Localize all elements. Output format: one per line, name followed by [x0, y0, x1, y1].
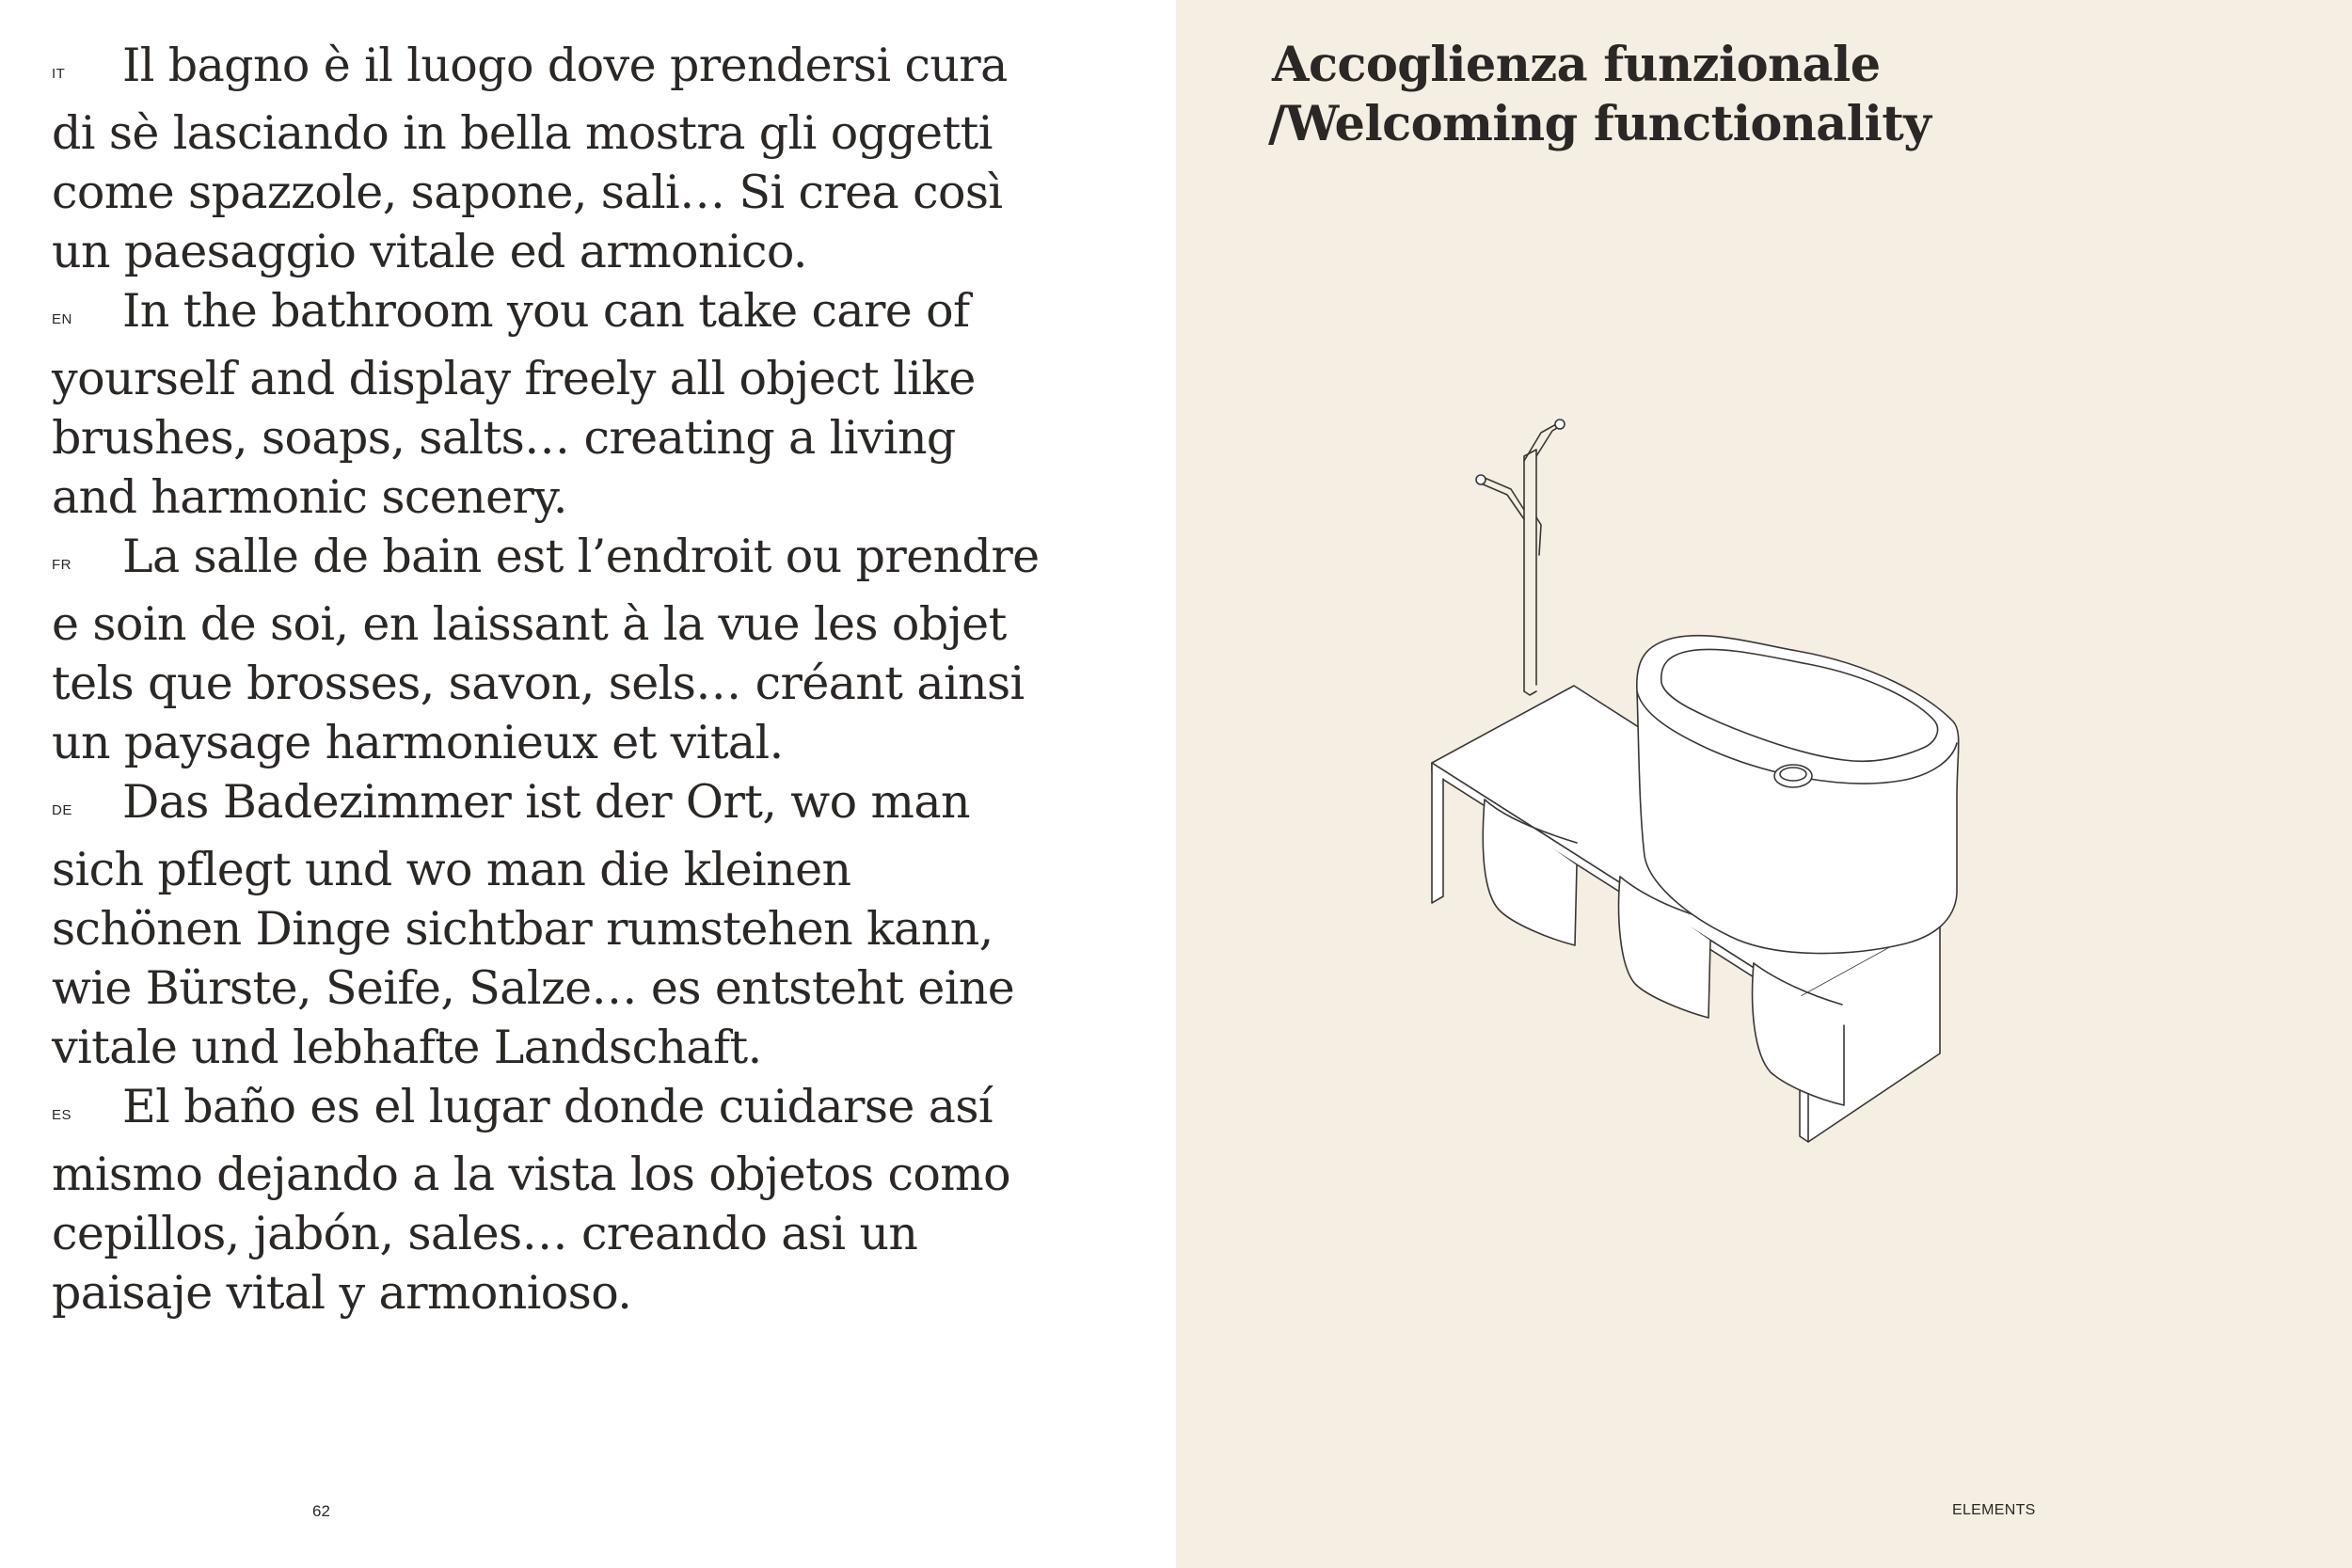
lang-tag-de: DE: [52, 802, 72, 818]
washbasin-unit-illustration: [1402, 404, 2023, 1157]
paragraph-de-text: Das Badezimmer ist der Ort, wo man sich pflegt und wo man die kleinen schönen Dinge sichtbar rumstehen kann, wie Bürste, Seife, Salze… es entsteht eine vitale und lebhafte Landschaft.: [52, 775, 1015, 1074]
stand-upper-arm: [1524, 423, 1558, 461]
heading-line-italian: Accoglienza funzionale: [1272, 37, 1881, 93]
stand-lower-arm: [1481, 483, 1524, 519]
paragraph-fr-text: La salle de bain est l’endroit ou prendre e soin de soi, en laissant à la vue les objet tels que brosses, savon, sels… créant ainsi un paysage harmonieux et vital.: [52, 530, 1040, 769]
lang-tag-it: IT: [52, 66, 66, 82]
paragraph-es-text: El baño es el lugar donde cuidarse así mismo dejando a la vista los objetos como cepillos, jabón, sales… creando asi un paisaje vital y armonioso.: [52, 1080, 1010, 1320]
paragraph-fr: [52, 527, 1049, 772]
stand-pole: [1524, 450, 1536, 691]
intro-text: [52, 36, 1049, 1323]
section-heading: [1268, 36, 1931, 154]
section-label: ELEMENTS: [1952, 1502, 2036, 1518]
stand-upper-knob: [1555, 420, 1565, 429]
paragraph-en: [52, 281, 1049, 527]
stand-base: [1524, 691, 1536, 695]
stand-upper-arm-edge: [1536, 425, 1562, 456]
paragraph-it-text: Il bagno è il luogo dove prendersi cura di sè lasciando in bella mostra gli oggetti come spazzole, sapone, sali… Si crea così un paesaggio vitale ed armonico.: [52, 39, 1008, 278]
paragraph-de: [52, 772, 1049, 1077]
bench-left-leg: [1432, 763, 1443, 903]
washbasin-line-drawing: [1402, 404, 2023, 1157]
page-number: 62: [312, 1502, 330, 1520]
basin-body: [1637, 636, 1959, 954]
stand-lower-knob: [1476, 475, 1486, 484]
paragraph-it: [52, 36, 1049, 281]
paragraph-es: [52, 1077, 1049, 1323]
lang-tag-en: EN: [52, 311, 72, 327]
paragraph-en-text: In the bathroom you can take care of yourself and display freely all object like brushes, soaps, salts… creating a living and harmonic scenery.: [52, 284, 976, 524]
lang-tag-fr: FR: [52, 557, 72, 573]
lang-tag-es: ES: [52, 1107, 72, 1123]
heading-line-english: /Welcoming functionality: [1268, 96, 1931, 152]
